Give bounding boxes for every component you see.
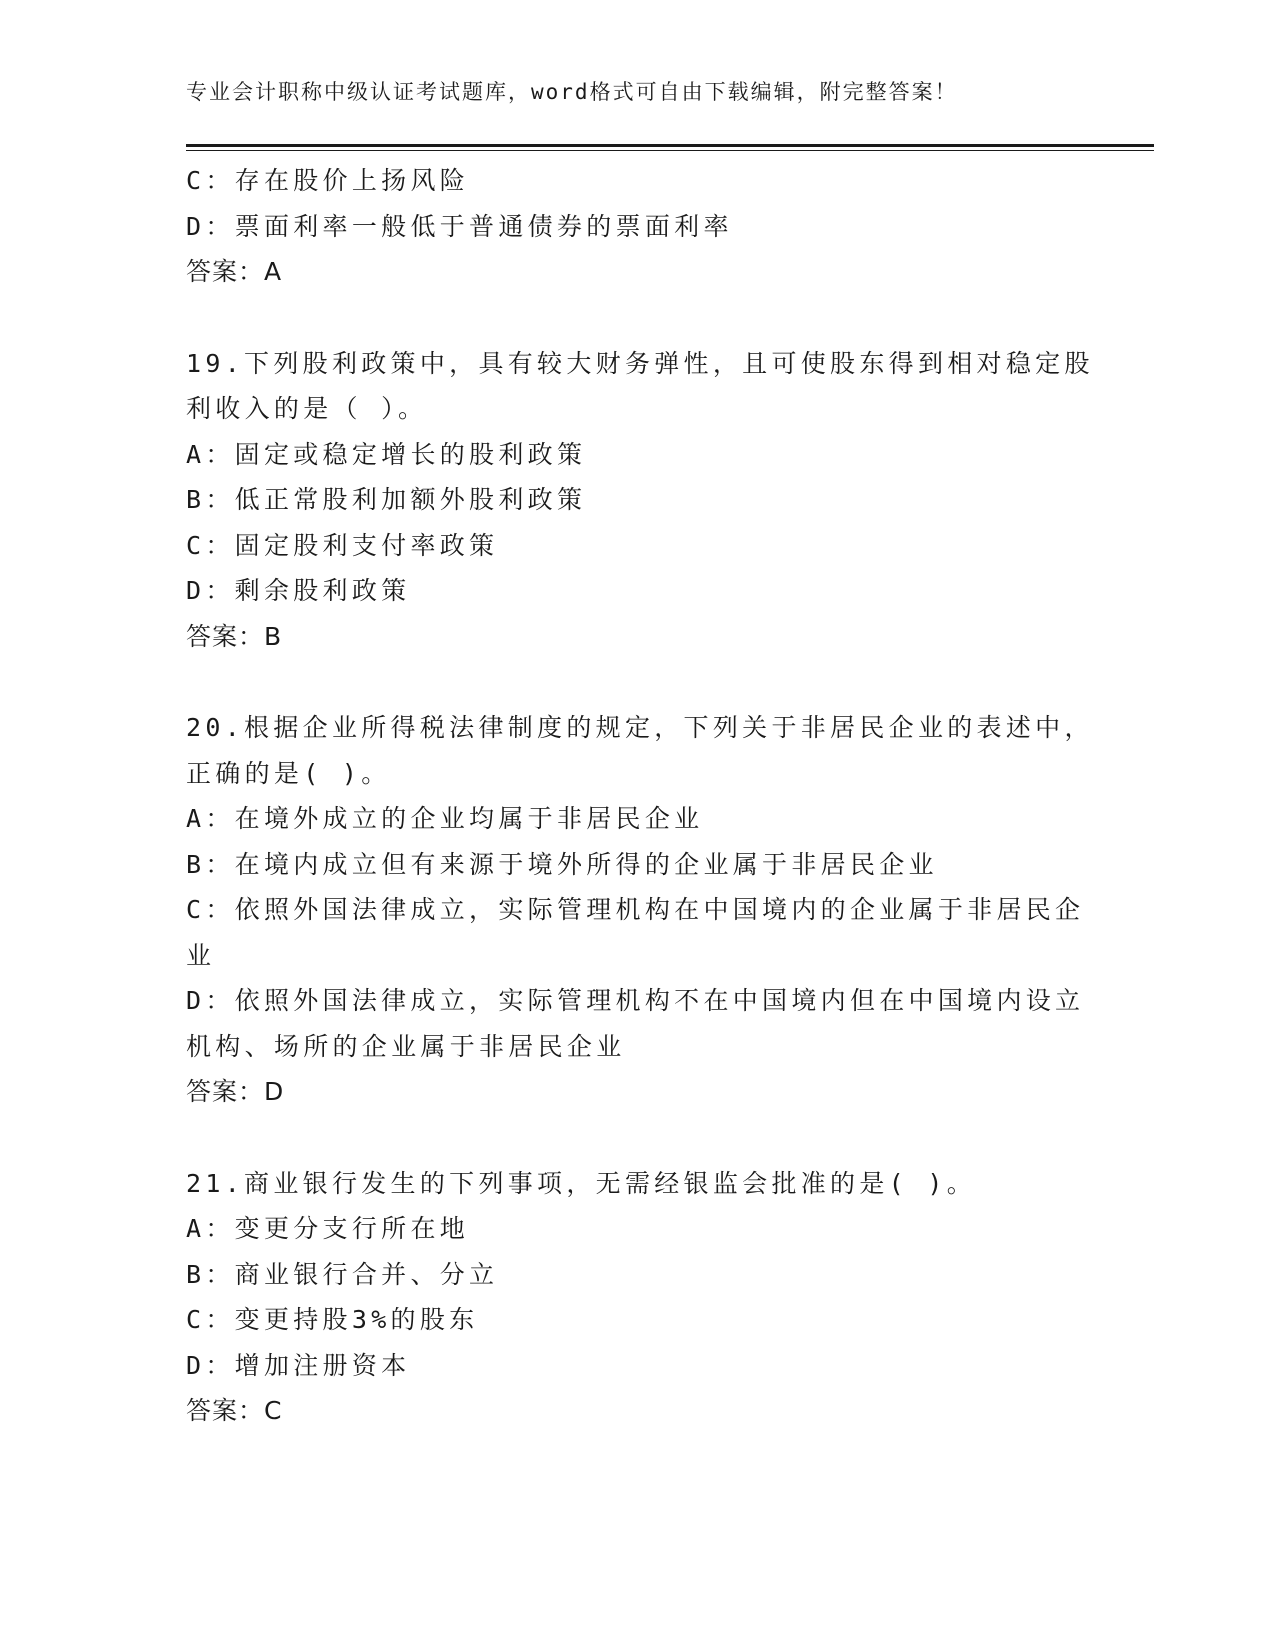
- question-20: [186, 705, 1094, 1115]
- question-21: [186, 1161, 1086, 1434]
- option-a: A：在境外成立的企业均属于非居民企业: [186, 804, 704, 833]
- answer: 答案：A: [186, 257, 283, 286]
- option-c: C：依照外国法律成立，实际管理机构在中国境内的企业属于非居民企: [186, 895, 1085, 924]
- page-header-title: 专业会计职称中级认证考试题库，word格式可自由下载编辑，附完整答案！: [186, 80, 958, 104]
- header-rule-thin: [186, 150, 1154, 151]
- option-d-continued: 机构、场所的企业属于非居民企业: [186, 1031, 626, 1061]
- option-b: B：商业银行合并、分立: [186, 1259, 499, 1289]
- answer: 答案：D: [186, 1077, 285, 1106]
- option-a: A：固定或稳定增长的股利政策: [186, 439, 587, 469]
- option-d: D：剩余股利政策: [186, 576, 411, 605]
- question-stem: 19.下列股利政策中，具有较大财务弹性，且可使股东得到相对稳定股: [186, 348, 1094, 378]
- option-b: B：在境内成立但有来源于境外所得的企业属于非居民企业: [186, 849, 938, 879]
- question-stem: 20.根据企业所得税法律制度的规定，下列关于非居民企业的表述中，: [186, 713, 1094, 742]
- question-stem: 21.商业银行发生的下列事项，无需经银监会批准的是( )。: [186, 1168, 977, 1198]
- answer: 答案：C: [186, 1396, 283, 1425]
- option-c-continued: 业: [186, 940, 216, 970]
- header-rule-thick: [186, 144, 1154, 147]
- option-c: C：固定股利支付率政策: [186, 530, 499, 560]
- question-content: [186, 158, 1094, 1434]
- option-c: C：存在股价上扬风险: [186, 166, 470, 195]
- option-d: D：增加注册资本: [186, 1350, 411, 1380]
- option-d: D：票面利率一般低于普通债券的票面利率: [186, 211, 733, 241]
- option-b: B：低正常股利加额外股利政策: [186, 485, 587, 514]
- answer: 答案：B: [186, 621, 283, 651]
- option-d: D：依照外国法律成立，实际管理机构不在中国境内但在中国境内设立: [186, 986, 1085, 1015]
- question-19: [186, 341, 1094, 660]
- question-stem-continued: 正确的是( )。: [186, 758, 391, 788]
- spacer: [186, 295, 1086, 341]
- spacer: [186, 1115, 1086, 1161]
- option-c: C：变更持股3%的股东: [186, 1305, 479, 1334]
- question-stem-continued: 利收入的是（ ）。: [186, 394, 428, 423]
- question-18: [186, 158, 1086, 295]
- spacer: [186, 659, 1086, 705]
- option-a: A：变更分支行所在地: [186, 1214, 470, 1243]
